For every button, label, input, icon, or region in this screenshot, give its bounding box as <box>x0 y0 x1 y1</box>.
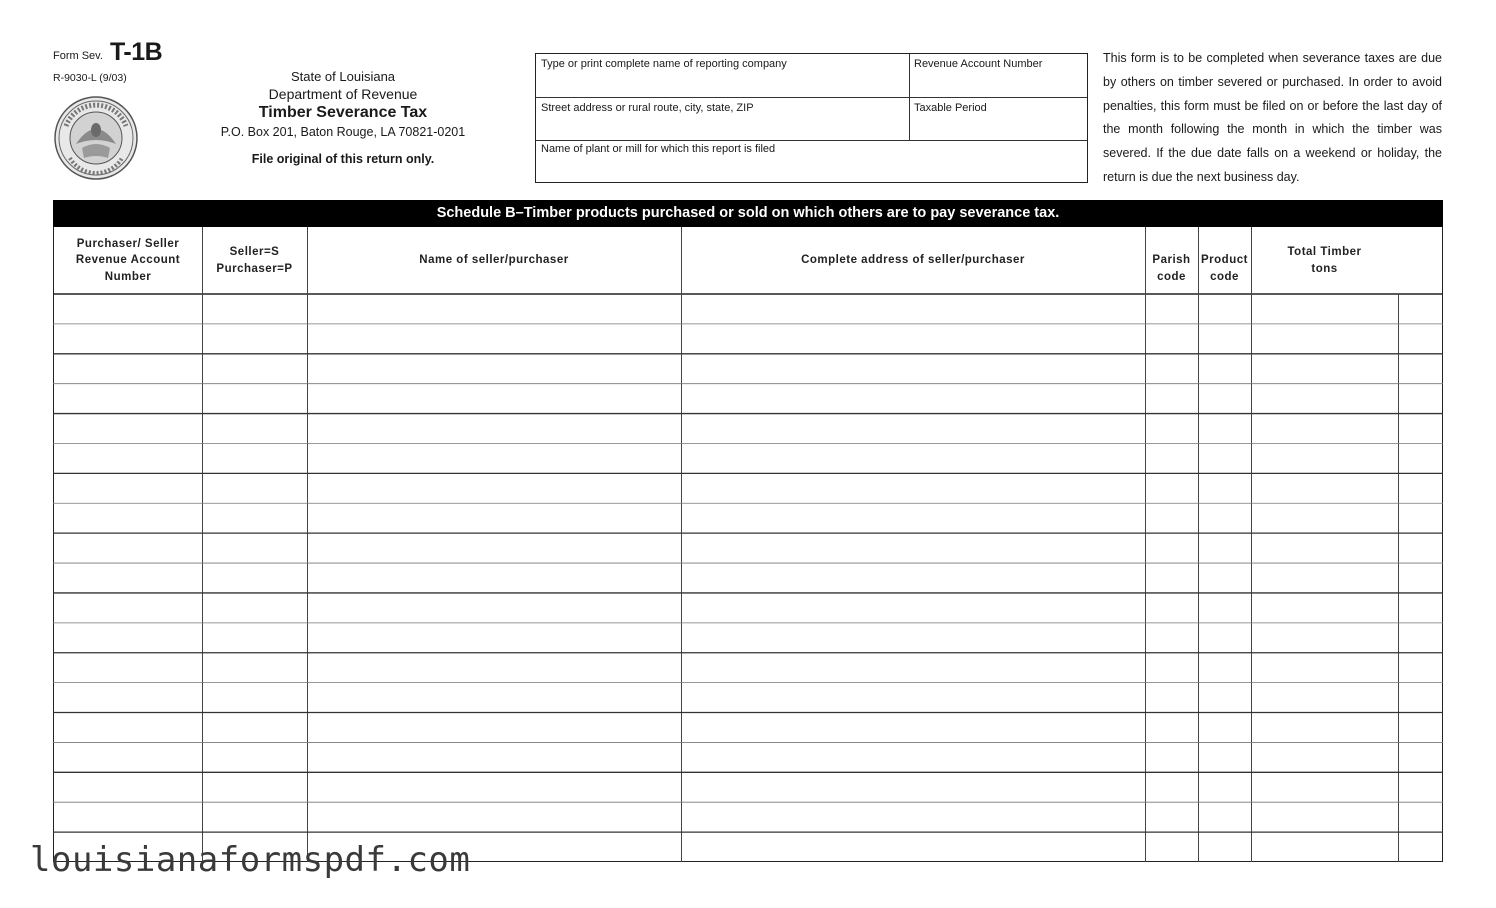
cell-product[interactable] <box>1200 624 1250 652</box>
cell-parish[interactable] <box>1147 444 1197 472</box>
mailing-address: P.O. Box 201, Baton Rouge, LA 70821-0201 <box>220 125 466 139</box>
cell-extra[interactable] <box>1400 773 1443 801</box>
cell-parish[interactable] <box>1147 474 1197 502</box>
cell-extra[interactable] <box>1400 684 1443 712</box>
cell-product[interactable] <box>1200 504 1250 532</box>
cell-parish[interactable] <box>1147 594 1197 622</box>
cell-tons[interactable] <box>1253 833 1397 861</box>
taxable-period-field[interactable] <box>909 98 1087 140</box>
cell-address[interactable] <box>683 833 1144 861</box>
cell-type[interactable] <box>204 504 306 532</box>
revenue-account-field[interactable] <box>909 54 1087 97</box>
cell-name[interactable] <box>309 385 680 413</box>
cell-account[interactable] <box>56 444 201 472</box>
cell-address[interactable] <box>683 743 1144 771</box>
cell-product[interactable] <box>1200 385 1250 413</box>
cell-parish[interactable] <box>1147 415 1197 443</box>
cell-address[interactable] <box>683 534 1144 562</box>
cell-type[interactable] <box>204 624 306 652</box>
cell-tons[interactable] <box>1253 444 1397 472</box>
cell-parish[interactable] <box>1147 773 1197 801</box>
cell-parish[interactable] <box>1147 325 1197 353</box>
cell-product[interactable] <box>1200 325 1250 353</box>
watermark: louisianaformspdf.com <box>30 840 471 880</box>
cell-parish[interactable] <box>1147 295 1197 323</box>
cell-extra[interactable] <box>1400 714 1443 742</box>
cell-tons[interactable] <box>1253 714 1397 742</box>
cell-name[interactable] <box>309 355 680 383</box>
cell-type[interactable] <box>204 803 306 831</box>
cell-name[interactable] <box>309 325 680 353</box>
cell-tons[interactable] <box>1253 803 1397 831</box>
cell-address[interactable] <box>683 714 1144 742</box>
cell-tons[interactable] <box>1253 624 1397 652</box>
cell-account[interactable] <box>56 743 201 771</box>
street-address-field[interactable] <box>536 98 909 140</box>
cell-parish[interactable] <box>1147 714 1197 742</box>
cell-product[interactable] <box>1200 444 1250 472</box>
cell-address[interactable] <box>683 295 1144 323</box>
cell-extra[interactable] <box>1400 415 1443 443</box>
cell-account[interactable] <box>56 415 201 443</box>
cell-name[interactable] <box>309 415 680 443</box>
cell-account[interactable] <box>56 325 201 353</box>
cell-product[interactable] <box>1200 355 1250 383</box>
cell-account[interactable] <box>56 803 201 831</box>
cell-extra[interactable] <box>1400 444 1443 472</box>
cell-account[interactable] <box>56 564 201 592</box>
louisiana-state-seal-icon <box>52 96 142 180</box>
cell-address[interactable] <box>683 594 1144 622</box>
cell-product[interactable] <box>1200 714 1250 742</box>
column-header-type: Seller=S Purchaser=P <box>216 246 293 275</box>
column-header-tons: Total Timber tons <box>1287 246 1362 275</box>
cell-name[interactable] <box>309 295 680 323</box>
cell-address[interactable] <box>683 624 1144 652</box>
cell-parish[interactable] <box>1147 684 1197 712</box>
cell-product[interactable] <box>1200 594 1250 622</box>
cell-account[interactable] <box>56 714 201 742</box>
cell-address[interactable] <box>683 564 1144 592</box>
reporting-company-box <box>535 53 1088 183</box>
cell-extra[interactable] <box>1400 385 1443 413</box>
cell-name[interactable] <box>309 743 680 771</box>
column-header-address: Complete address of seller/purchaser <box>801 254 1025 267</box>
cell-tons[interactable] <box>1253 564 1397 592</box>
cell-parish[interactable] <box>1147 385 1197 413</box>
cell-product[interactable] <box>1200 684 1250 712</box>
cell-name[interactable] <box>309 564 680 592</box>
form-code: T-1B <box>110 38 163 66</box>
plant-name-label: Name of plant or mill for which this report is filed <box>541 143 776 155</box>
cell-name[interactable] <box>309 773 680 801</box>
cell-extra[interactable] <box>1400 594 1443 622</box>
column-header-parish: Parish code <box>1152 254 1191 283</box>
company-name-field[interactable] <box>536 54 909 97</box>
revision-code: R-9030-L (9/03) <box>53 72 127 84</box>
department-name: Department of Revenue <box>268 86 418 102</box>
cell-tons[interactable] <box>1253 355 1397 383</box>
cell-extra[interactable] <box>1400 295 1443 323</box>
cell-name[interactable] <box>309 444 680 472</box>
cell-type[interactable] <box>204 295 306 323</box>
cell-name[interactable] <box>309 684 680 712</box>
cell-tons[interactable] <box>1253 594 1397 622</box>
cell-product[interactable] <box>1200 564 1250 592</box>
cell-name[interactable] <box>309 624 680 652</box>
cell-name[interactable] <box>309 474 680 502</box>
cell-extra[interactable] <box>1400 624 1443 652</box>
cell-product[interactable] <box>1200 534 1250 562</box>
cell-account[interactable] <box>56 654 201 682</box>
cell-account[interactable] <box>56 504 201 532</box>
form-title: Timber Severance Tax <box>258 104 428 121</box>
cell-account[interactable] <box>56 474 201 502</box>
cell-parish[interactable] <box>1147 534 1197 562</box>
cell-extra[interactable] <box>1400 803 1443 831</box>
cell-address[interactable] <box>683 325 1144 353</box>
schedule-table <box>53 227 1443 862</box>
cell-type[interactable] <box>204 474 306 502</box>
cell-account[interactable] <box>56 534 201 562</box>
cell-product[interactable] <box>1200 773 1250 801</box>
cell-extra[interactable] <box>1400 743 1443 771</box>
agency-block <box>200 0 486 170</box>
cell-account[interactable] <box>56 355 201 383</box>
cell-parish[interactable] <box>1147 654 1197 682</box>
cell-extra[interactable] <box>1400 325 1443 353</box>
company-name-label: Type or print complete name of reporting company <box>541 58 787 70</box>
cell-tons[interactable] <box>1253 654 1397 682</box>
cell-name[interactable] <box>309 534 680 562</box>
cell-account[interactable] <box>56 624 201 652</box>
column-header-product: Product code <box>1201 254 1248 283</box>
cell-parish[interactable] <box>1147 355 1197 383</box>
cell-address[interactable] <box>683 803 1144 831</box>
cell-type[interactable] <box>204 743 306 771</box>
plant-name-field[interactable] <box>536 141 1087 182</box>
cell-name[interactable] <box>309 714 680 742</box>
column-header-account: Purchaser/ Seller Revenue Account Number <box>75 237 181 283</box>
cell-tons[interactable] <box>1253 295 1397 323</box>
cell-account[interactable] <box>56 385 201 413</box>
cell-parish[interactable] <box>1147 504 1197 532</box>
file-note: File original of this return only. <box>251 152 435 166</box>
cell-type[interactable] <box>204 415 306 443</box>
revenue-account-label: Revenue Account Number <box>914 58 1043 70</box>
cell-parish[interactable] <box>1147 624 1197 652</box>
cell-account[interactable] <box>56 594 201 622</box>
cell-type[interactable] <box>204 325 306 353</box>
cell-type[interactable] <box>204 534 306 562</box>
cell-parish[interactable] <box>1147 564 1197 592</box>
cell-product[interactable] <box>1200 803 1250 831</box>
cell-type[interactable] <box>204 564 306 592</box>
cell-tons[interactable] <box>1253 743 1397 771</box>
cell-name[interactable] <box>309 594 680 622</box>
taxable-period-label: Taxable Period <box>914 102 987 114</box>
cell-extra[interactable] <box>1400 833 1443 861</box>
cell-name[interactable] <box>309 504 680 532</box>
cell-type[interactable] <box>204 385 306 413</box>
cell-address[interactable] <box>683 355 1144 383</box>
instructions-text: This form is to be completed when severance taxes are due by others on timber severed or purchased. In order to avoid penalties, this form must be filed on or before the last day of the month following the month in which the timber was severed. If the due date falls on a weekend or holiday, the return is due the next business day. <box>1103 51 1442 184</box>
cell-address[interactable] <box>683 504 1144 532</box>
cell-tons[interactable] <box>1253 684 1397 712</box>
cell-type[interactable] <box>204 714 306 742</box>
cell-address[interactable] <box>683 684 1144 712</box>
cell-account[interactable] <box>56 684 201 712</box>
cell-type[interactable] <box>204 684 306 712</box>
cell-tons[interactable] <box>1253 385 1397 413</box>
cell-product[interactable] <box>1200 415 1250 443</box>
cell-type[interactable] <box>204 594 306 622</box>
cell-tons[interactable] <box>1253 504 1397 532</box>
cell-product[interactable] <box>1200 743 1250 771</box>
cell-extra[interactable] <box>1400 654 1443 682</box>
cell-type[interactable] <box>204 355 306 383</box>
cell-name[interactable] <box>309 803 680 831</box>
cell-extra[interactable] <box>1400 474 1443 502</box>
cell-tons[interactable] <box>1253 325 1397 353</box>
cell-address[interactable] <box>683 474 1144 502</box>
schedule-title: Schedule B–Timber products purchased or sold on which others are to pay severance tax. <box>53 200 1443 227</box>
cell-account[interactable] <box>56 295 201 323</box>
cell-address[interactable] <box>683 773 1144 801</box>
form-prefix: Form Sev. <box>53 50 103 62</box>
street-address-label: Street address or rural route, city, state, ZIP <box>541 102 754 114</box>
cell-address[interactable] <box>683 385 1144 413</box>
cell-extra[interactable] <box>1400 534 1443 562</box>
cell-address[interactable] <box>683 654 1144 682</box>
cell-parish[interactable] <box>1147 803 1197 831</box>
cell-tons[interactable] <box>1253 773 1397 801</box>
cell-product[interactable] <box>1200 295 1250 323</box>
cell-address[interactable] <box>683 444 1144 472</box>
cell-extra[interactable] <box>1400 355 1443 383</box>
cell-type[interactable] <box>204 444 306 472</box>
cell-extra[interactable] <box>1400 564 1443 592</box>
cell-parish[interactable] <box>1147 833 1197 861</box>
cell-name[interactable] <box>309 654 680 682</box>
cell-account[interactable] <box>56 773 201 801</box>
cell-address[interactable] <box>683 415 1144 443</box>
cell-type[interactable] <box>204 773 306 801</box>
cell-tons[interactable] <box>1253 534 1397 562</box>
cell-type[interactable] <box>204 654 306 682</box>
state-name: State of Louisiana <box>290 69 396 84</box>
cell-tons[interactable] <box>1253 415 1397 443</box>
cell-product[interactable] <box>1200 654 1250 682</box>
cell-parish[interactable] <box>1147 743 1197 771</box>
cell-extra[interactable] <box>1400 504 1443 532</box>
column-header-name: Name of seller/purchaser <box>419 254 569 267</box>
cell-product[interactable] <box>1200 833 1250 861</box>
cell-tons[interactable] <box>1253 474 1397 502</box>
cell-product[interactable] <box>1200 474 1250 502</box>
